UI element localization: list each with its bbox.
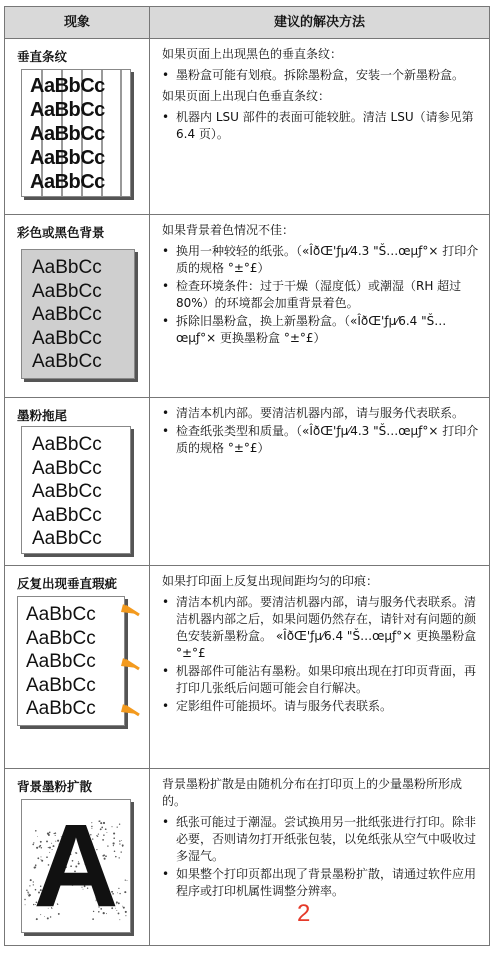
sample-text-line: AaBbCc — [32, 257, 102, 278]
solution-text — [162, 405, 479, 461]
sample-text-line: AaBbCc — [30, 171, 105, 193]
bullet-item: • 检查环境条件：过于干燥（湿度低）或潮湿（RH 超过 80%）的环境都会加重背景着色。 — [162, 278, 479, 312]
sample-text-line: AaBbCc — [32, 481, 102, 502]
sample-text-line: AaBbCc — [32, 280, 102, 302]
sample-text-line: AaBbCc — [32, 434, 102, 455]
solution-text — [162, 46, 479, 147]
sample-text-line: AaBbCc — [30, 99, 105, 121]
symptom-label: 反复出现垂直瑕疵 — [17, 576, 118, 591]
bullet-item: • 换用一种较轻的纸张。（«ÎðŒ'ƒµ⁄4.3 "Š…œµƒ°× 打印介质的规格 °±°£） — [162, 243, 479, 277]
bullet-list — [162, 109, 479, 143]
sample-text-line: AaBbCc — [30, 147, 105, 169]
bullet-list — [162, 67, 479, 84]
bullet-list — [162, 405, 479, 457]
bullet-item: • 纸张可能过于潮湿。尝试换用另一批纸张进行打印。除非必要，否则请勿打开纸张包装，以免纸张从空气中吸收过多湿气。 — [162, 814, 479, 865]
sample-gray-background — [21, 249, 135, 379]
bullet-item: • 清洁本机内部。要清洁机器内部，请与服务代表联系。清洁机器内部之后，如果问题仍然存在，请针对有问题的颜色安装新墨粉盒。 «ÎðŒ'ƒµ⁄6.4 "Š…œµƒ°× 更换墨粉盒 °±°£ — [162, 594, 479, 662]
bullet-item: • 如果整个打印页都出现了背景墨粉扩散，请通过软件应用程序或打印机属性调整分辨率。 — [162, 866, 479, 900]
bullet-list — [162, 243, 479, 347]
defect-arrows — [113, 596, 153, 726]
bullet-list — [162, 814, 479, 900]
symptom-label: 背景墨粉扩散 — [17, 779, 93, 794]
sample-text-line: AaBbCc — [26, 604, 96, 625]
table-row — [5, 769, 489, 945]
sample-text-line: AaBbCc — [32, 351, 102, 372]
bullet-item: • 机器内 LSU 部件的表面可能较脏。清洁 LSU（请参见第 6.4 页）。 — [162, 109, 479, 143]
sample-letter: A — [33, 800, 119, 932]
description-paragraph: 如果背景着色情况不佳： — [162, 223, 295, 237]
page-number: 2 — [297, 900, 311, 927]
description-paragraph: 背景墨粉扩散是由随机分布在打印页上的少量墨粉所形成的。 — [162, 777, 463, 808]
sample-background-scatter — [21, 799, 131, 933]
bullet-item: • 检查纸张类型和质量。（«ÎðŒ'ƒµ⁄4.3 "Š…œµƒ°× 打印介质的规格 °±°£） — [162, 423, 479, 457]
sample-text-line: AaBbCc — [26, 674, 96, 696]
table-row — [5, 398, 489, 566]
sample-repeating-defects — [17, 596, 125, 726]
description-paragraph: 如果页面上出现白色垂直条纹： — [162, 89, 331, 103]
solution-text — [162, 776, 479, 904]
bullet-item: • 定影组件可能损坏。请与服务代表联系。 — [162, 698, 479, 715]
table-row — [5, 215, 489, 398]
table-row — [5, 566, 489, 769]
bullet-item: • 墨粉盒可能有划痕。拆除墨粉盒，安装一个新墨粉盒。 — [162, 67, 479, 84]
solution-text — [162, 573, 479, 719]
symptom-label: 彩色或黑色背景 — [17, 225, 105, 240]
table-row — [5, 39, 489, 215]
description-paragraph: 如果页面上出现黑色的垂直条纹： — [162, 47, 343, 61]
symptom-label: 垂直条纹 — [17, 49, 68, 64]
solution-text — [162, 222, 479, 351]
troubleshooting-table — [4, 6, 490, 946]
sample-vertical-streaks — [21, 69, 131, 197]
bullet-item: • 清洁本机内部。要清洁机器内部，请与服务代表联系。 — [162, 405, 479, 422]
sample-text-line: AaBbCc — [32, 504, 102, 526]
sample-text-line: AaBbCc — [30, 123, 105, 145]
table-header — [5, 7, 489, 39]
sample-text-line: AaBbCc — [26, 627, 96, 649]
symptom-label: 墨粉拖尾 — [17, 408, 68, 423]
bullet-list — [162, 594, 479, 715]
sample-toner-smear — [21, 426, 131, 554]
sample-text-line: AaBbCc — [30, 75, 105, 97]
sample-text-line: AaBbCc — [32, 528, 102, 549]
sample-text-line: AaBbCc — [32, 327, 102, 349]
bullet-item: • 拆除旧墨粉盒，换上新墨粉盒。（«ÎðŒ'ƒµ⁄6.4 "Š…œµƒ°× 更换墨粉盒 °±°£） — [162, 313, 479, 347]
sample-text-line: AaBbCc — [26, 698, 96, 719]
header-solution: 建议的解决方法 — [273, 15, 365, 30]
header-symptom: 现象 — [63, 15, 90, 30]
sample-text-line: AaBbCc — [32, 457, 102, 479]
sample-text-line: AaBbCc — [32, 304, 102, 325]
bullet-item: • 机器部件可能沾有墨粉。如果印痕出现在打印页背面，再打印几张纸后问题可能会自行解决。 — [162, 663, 479, 697]
description-paragraph: 如果打印面上反复出现间距均匀的印痕： — [162, 574, 379, 588]
sample-text-line: AaBbCc — [26, 651, 96, 672]
